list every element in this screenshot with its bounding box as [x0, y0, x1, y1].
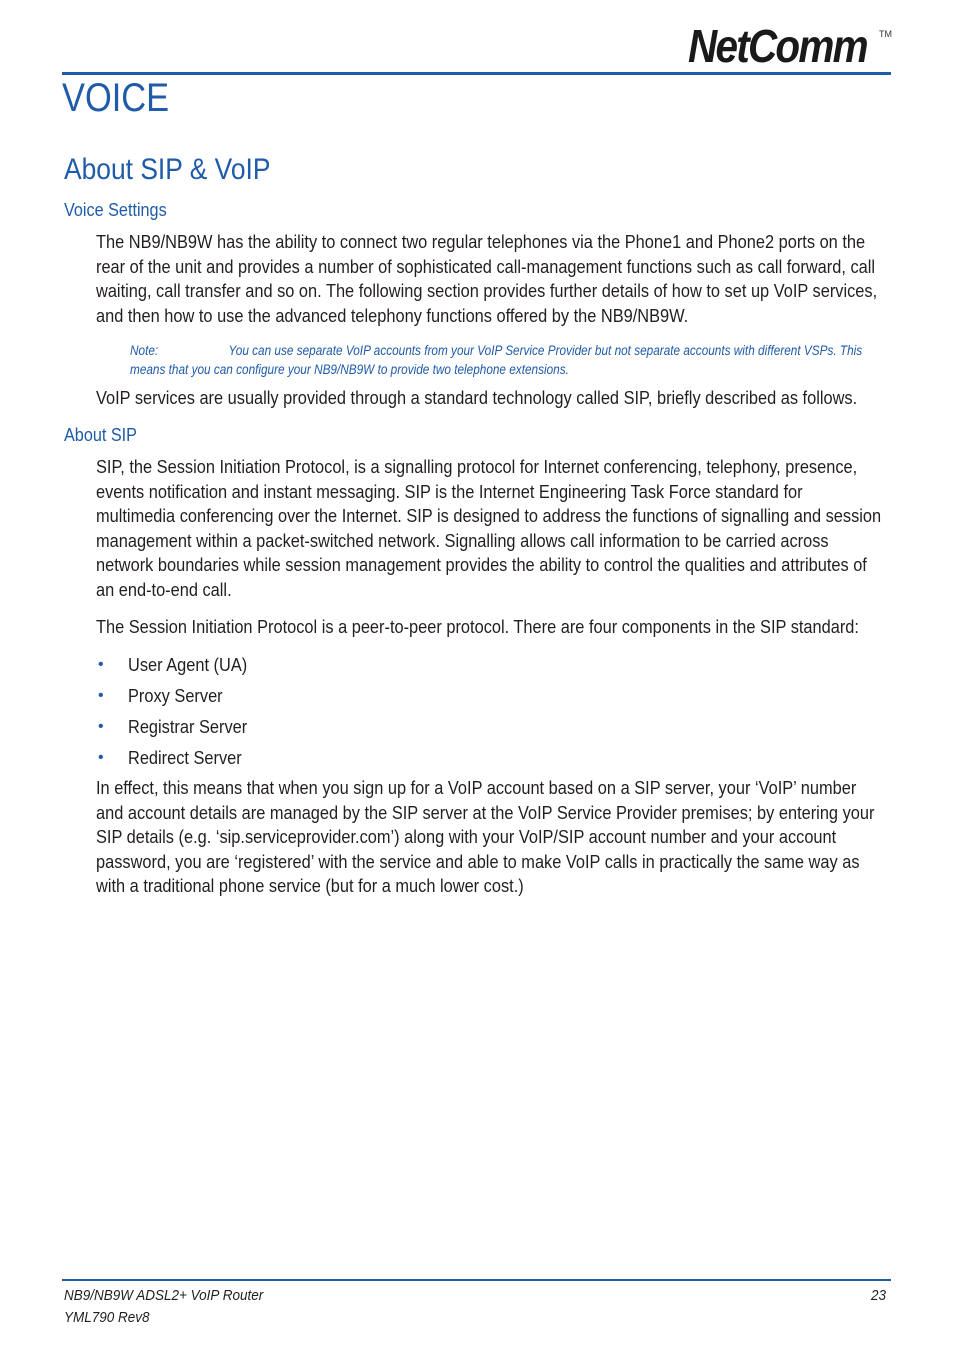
bullet-icon: • [98, 749, 104, 766]
about-sip-paragraph-1: SIP, the Session Initiation Protocol, is a signalling protocol for Internet conferencing, telephony, presence, events notification and instant messaging. SIP is the Internet Engineering Task Force standard for multimedia conferencing over the Internet. SIP is designed to address the functions of signalling and session management within a packet-switched network. Signalling allows call information to be carried across network boundaries while session management provides the ability to control the qualities and attributes of an end-to-end call. [96, 456, 882, 600]
footer-product: NB9/NB9W ADSL2+ VoIP Router [64, 1287, 264, 1304]
voip-closing-paragraph: VoIP services are usually provided through a standard technology called SIP, briefly described as follows. [96, 387, 858, 408]
about-sip-paragraph-2: The Session Initiation Protocol is a peer-to-peer protocol. There are four components in the SIP standard: [96, 616, 859, 637]
voice-settings-paragraph: The NB9/NB9W has the ability to connect two regular telephones via the Phone1 and Phone2 ports on the rear of the unit and provides a number of sophisticated call-management functions such as call forward, call waiting, call transfer and so on. The following section provides further details of how to set up VoIP services, and then how to use the advanced telephony functions offered by the NB9/NB9W. [96, 231, 878, 326]
bullet-icon: • [98, 656, 104, 673]
chapter-title: VOICE [62, 76, 170, 120]
logo-wordmark: NetComm [688, 20, 867, 72]
about-sip-paragraph-3: In effect, this means that when you sign up for a VoIP account based on a SIP server, your ‘VoIP’ number and account details are managed by the SIP server at the VoIP Service Provider premises; by entering your SIP details (e.g. ‘sip.serviceprovider.com’) along with your VoIP/SIP account number and your account password, you are ‘registered’ with the service and able to make VoIP calls in practically the same way as with a traditional phone service (but for a much lower cost.) [96, 777, 875, 897]
header-divider [62, 72, 891, 75]
note-text: You can use separate VoIP accounts from your VoIP Service Provider but not separate accounts with different VSPs. This means that you can configure your NB9/NB9W to provide two telephone extensions. [130, 343, 863, 377]
page-number: 23 [871, 1287, 887, 1304]
note-label: Note: [130, 343, 159, 358]
bullet-icon: • [98, 687, 104, 704]
trademark-mark: TM [879, 29, 892, 39]
netcomm-logo [688, 20, 893, 72]
voice-settings-heading: Voice Settings [64, 200, 167, 220]
about-sip-heading: About SIP [64, 425, 137, 445]
footer-revision: YML790 Rev8 [64, 1309, 150, 1326]
bullet-icon: • [98, 718, 104, 735]
note-block [130, 341, 878, 379]
footer-divider [62, 1279, 891, 1281]
section-title: About SIP & VoIP [64, 153, 271, 186]
